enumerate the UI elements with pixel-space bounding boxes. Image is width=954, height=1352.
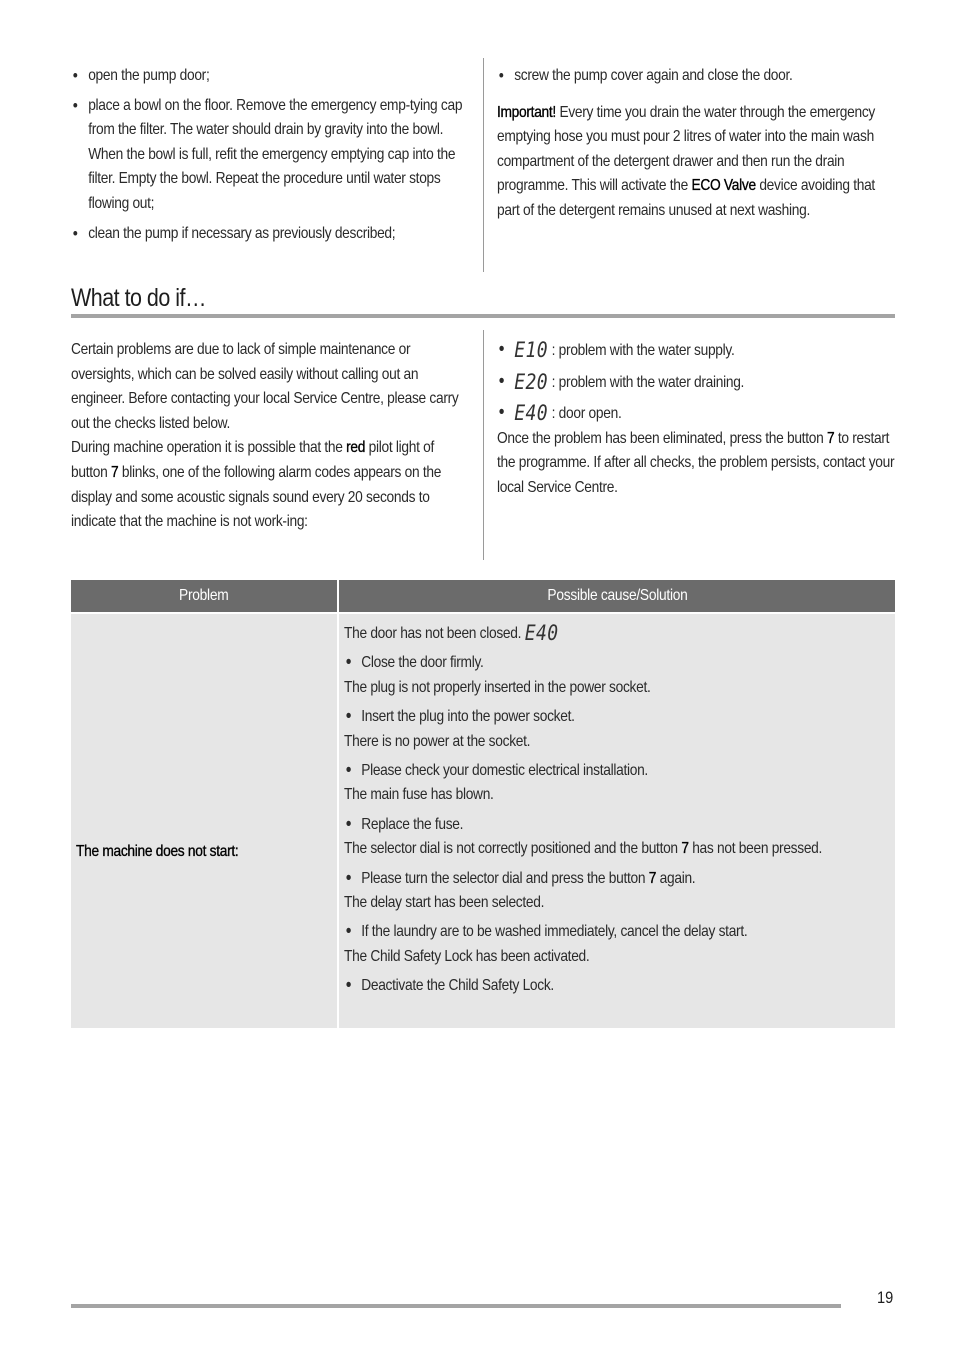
alarm-code-text: : problem with the water supply.: [548, 342, 735, 359]
button-number: 7: [648, 869, 657, 887]
troubleshooting-table: [71, 580, 895, 1028]
alarm-text: During machine operation it is possible that the: [71, 439, 347, 457]
pump-cover-list: [497, 64, 894, 89]
restart-text: Once the problem has been eliminated, press the button: [497, 429, 827, 447]
cause-line: The Child Safety Lock has been activated.: [344, 947, 590, 965]
list-item: • clean the pump if necessary as previously described;: [71, 222, 463, 247]
intro-right-column: [497, 338, 894, 501]
pump-steps-list: [71, 64, 463, 246]
cause-line: There is no power at the socket.: [344, 732, 531, 750]
button-number: 7: [110, 463, 119, 481]
footer-rule: [71, 1304, 841, 1308]
list-item: • open the pump door;: [71, 64, 463, 89]
column-divider: [483, 330, 484, 560]
red-label: red: [346, 439, 366, 457]
alarm-code-item: [497, 370, 894, 396]
header-solution: Possible cause/Solution: [339, 580, 895, 612]
cause-line: The delay start has been selected.: [344, 894, 545, 912]
problem-cell: [71, 614, 337, 1028]
alarm-text: blinks, one of the following alarm codes appears on the display and some acoustic signals sound every 20 seconds to indicate that the machine is not work-ing:: [71, 463, 442, 531]
top-right-column: [497, 64, 894, 224]
important-note: [497, 101, 894, 224]
alarm-code-item: [497, 338, 894, 364]
important-text-end: device avoiding that part of the detergent remains unused at next washing.: [497, 177, 875, 219]
button-number: 7: [681, 840, 689, 858]
restart-paragraph: [497, 427, 894, 501]
important-text: Every time you drain the water through the emergency emptying hose you must pour 2 litres of water into the main wash compartment of the detergent drawer and then run the drain programme. This will activate the: [497, 103, 875, 195]
intro-left-column: [71, 338, 469, 535]
alarm-paragraph: [71, 436, 469, 534]
restart-text: to restart the programme. If after all checks, the problem persists, contact your local Service Centre.: [497, 429, 895, 496]
solution-cell: [339, 614, 895, 1028]
cause-line: The selector dial is not correctly positioned and the button 7 has not been pressed.: [344, 840, 823, 858]
solution-item: • Insert the plug into the power socket.: [344, 705, 894, 729]
header-problem: Problem: [71, 580, 337, 612]
solution-item: • Deactivate the Child Safety Lock.: [344, 974, 894, 998]
solution-item: • Please check your domestic electrical installation.: [344, 759, 894, 783]
section-rule: [71, 314, 895, 318]
table-header: [71, 580, 895, 612]
alarm-code-e40: E40: [524, 621, 559, 645]
button-number: 7: [826, 429, 835, 447]
alarm-code-e40: E40: [514, 401, 549, 426]
eco-valve-label: ECO Valve: [691, 177, 756, 195]
list-item: • place a bowl on the floor. Remove the emergency emp-tying cap from the filter. The water should drain by gravity into the bowl. When the bowl is full, refit the emergency emptying cap into the filter. Empty the bowl. Repeat the procedure until water stops flowing out;: [71, 94, 463, 217]
alarm-code-item: [497, 401, 894, 427]
section-title: What to do if…: [71, 284, 206, 312]
problem-text: The machine does not start:: [76, 843, 239, 860]
table-row: [71, 614, 895, 1028]
solution-item: • Replace the fuse.: [344, 813, 894, 837]
important-label: Important!: [497, 103, 556, 121]
cause-line: The plug is not properly inserted in the power socket.: [344, 678, 651, 696]
top-left-column: [71, 64, 463, 251]
solution-item: • If the laundry are to be washed immediately, cancel the delay start.: [344, 920, 894, 944]
cause-line: The main fuse has blown.: [344, 786, 494, 804]
alarm-code-text: : problem with the water draining.: [548, 373, 745, 391]
alarm-text: pilot light of button: [71, 439, 435, 481]
alarm-code-e20: E20: [514, 369, 549, 394]
alarm-code-text: : door open.: [548, 405, 622, 423]
page-number: 19: [877, 1288, 894, 1307]
list-item: • screw the pump cover again and close the door.: [497, 64, 894, 89]
cause-line: The door has not been closed. E40: [344, 621, 559, 645]
solution-item: • Close the door firmly.: [344, 651, 894, 675]
intro-paragraph: Certain problems are due to lack of simple maintenance or oversights, which can be solved easily without calling out an engineer. Before contacting your local Service Centre, please carry out the checks listed below.: [71, 341, 459, 432]
solution-item: • Please turn the selector dial and press the button 7 again.: [344, 867, 894, 891]
column-divider: [483, 58, 484, 272]
alarm-code-e10: E10: [514, 338, 549, 362]
